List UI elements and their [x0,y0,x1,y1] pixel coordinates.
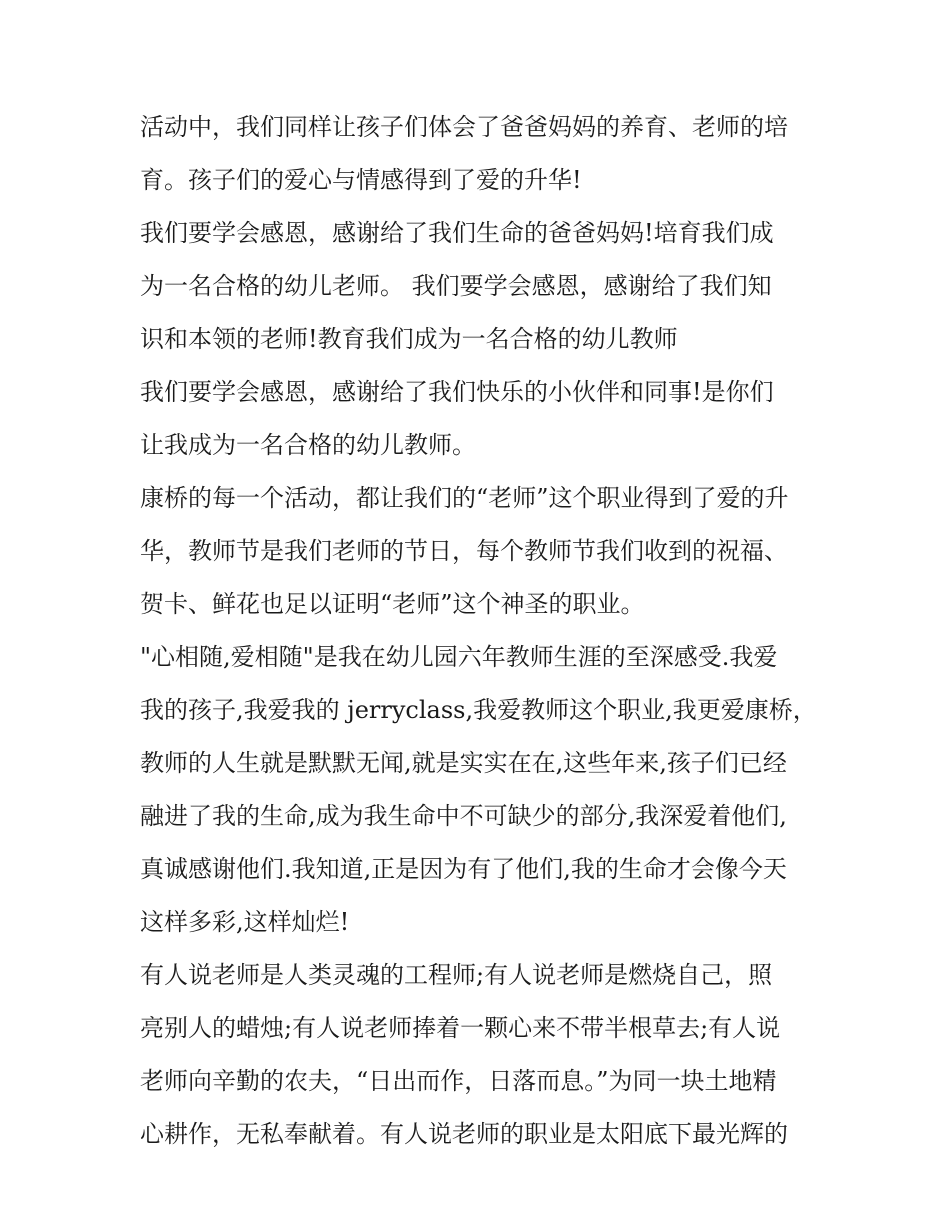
text-line: "心相随,爱相随"是我在幼儿园六年教师生涯的至深感受.我爱 [140,643,778,671]
document-body [140,101,830,1161]
text-line: 康桥的每一个活动，都让我们的“老师”这个职业得到了爱的升 [140,484,789,512]
text-line: 识和本领的老师!教育我们成为一名合格的幼儿教师 [140,325,678,353]
text-line: 育。孩子们的爱心与情感得到了爱的升华! [140,166,582,194]
text-line: 真诚感谢他们.我知道,正是因为有了他们,我的生命才会像今天 [140,855,787,883]
text-line: 融进了我的生命,成为我生命中不可缺少的部分,我深爱着他们, [140,802,787,830]
text-line: 让我成为一名合格的幼儿教师。 [140,431,476,459]
text-line: 我们要学会感恩，感谢给了我们快乐的小伙伴和同事!是你们 [140,378,774,406]
text-line: 教师的人生就是默默无闻,就是实实在在,这些年来,孩子们已经 [140,749,787,777]
text-line: 这样多彩,这样灿烂! [140,908,350,936]
text-line: 老师向辛勤的农夫，“日出而作，日落而息。”为同一块土地精 [140,1067,777,1095]
text-line: 活动中，我们同样让孩子们体会了爸爸妈妈的养育、老师的培 [140,113,788,141]
text-line: 亮别人的蜡烛;有人说老师捧着一颗心来不带半根草去;有人说 [140,1014,781,1042]
text-line: 心耕作，无私奉献着。有人说老师的职业是太阳底下最光辉的 [140,1120,788,1148]
text-line: 我们要学会感恩，感谢给了我们生命的爸爸妈妈!培育我们成 [140,219,774,247]
text-line: 为一名合格的幼儿老师。 我们要学会感恩，感谢给了我们知 [140,272,772,300]
text-line: 有人说老师是人类灵魂的工程师;有人说老师是燃烧自己，照 [140,961,773,989]
text-line: 我的孩子,我爱我的 jerryclass,我爱教师这个职业,我更爱康桥， [140,696,817,724]
text-line: 华，教师节是我们老师的节日，每个教师节我们收到的祝福、 [140,537,788,565]
text-line: 贺卡、鲜花也足以证明“老师”这个神圣的职业。 [140,590,645,618]
